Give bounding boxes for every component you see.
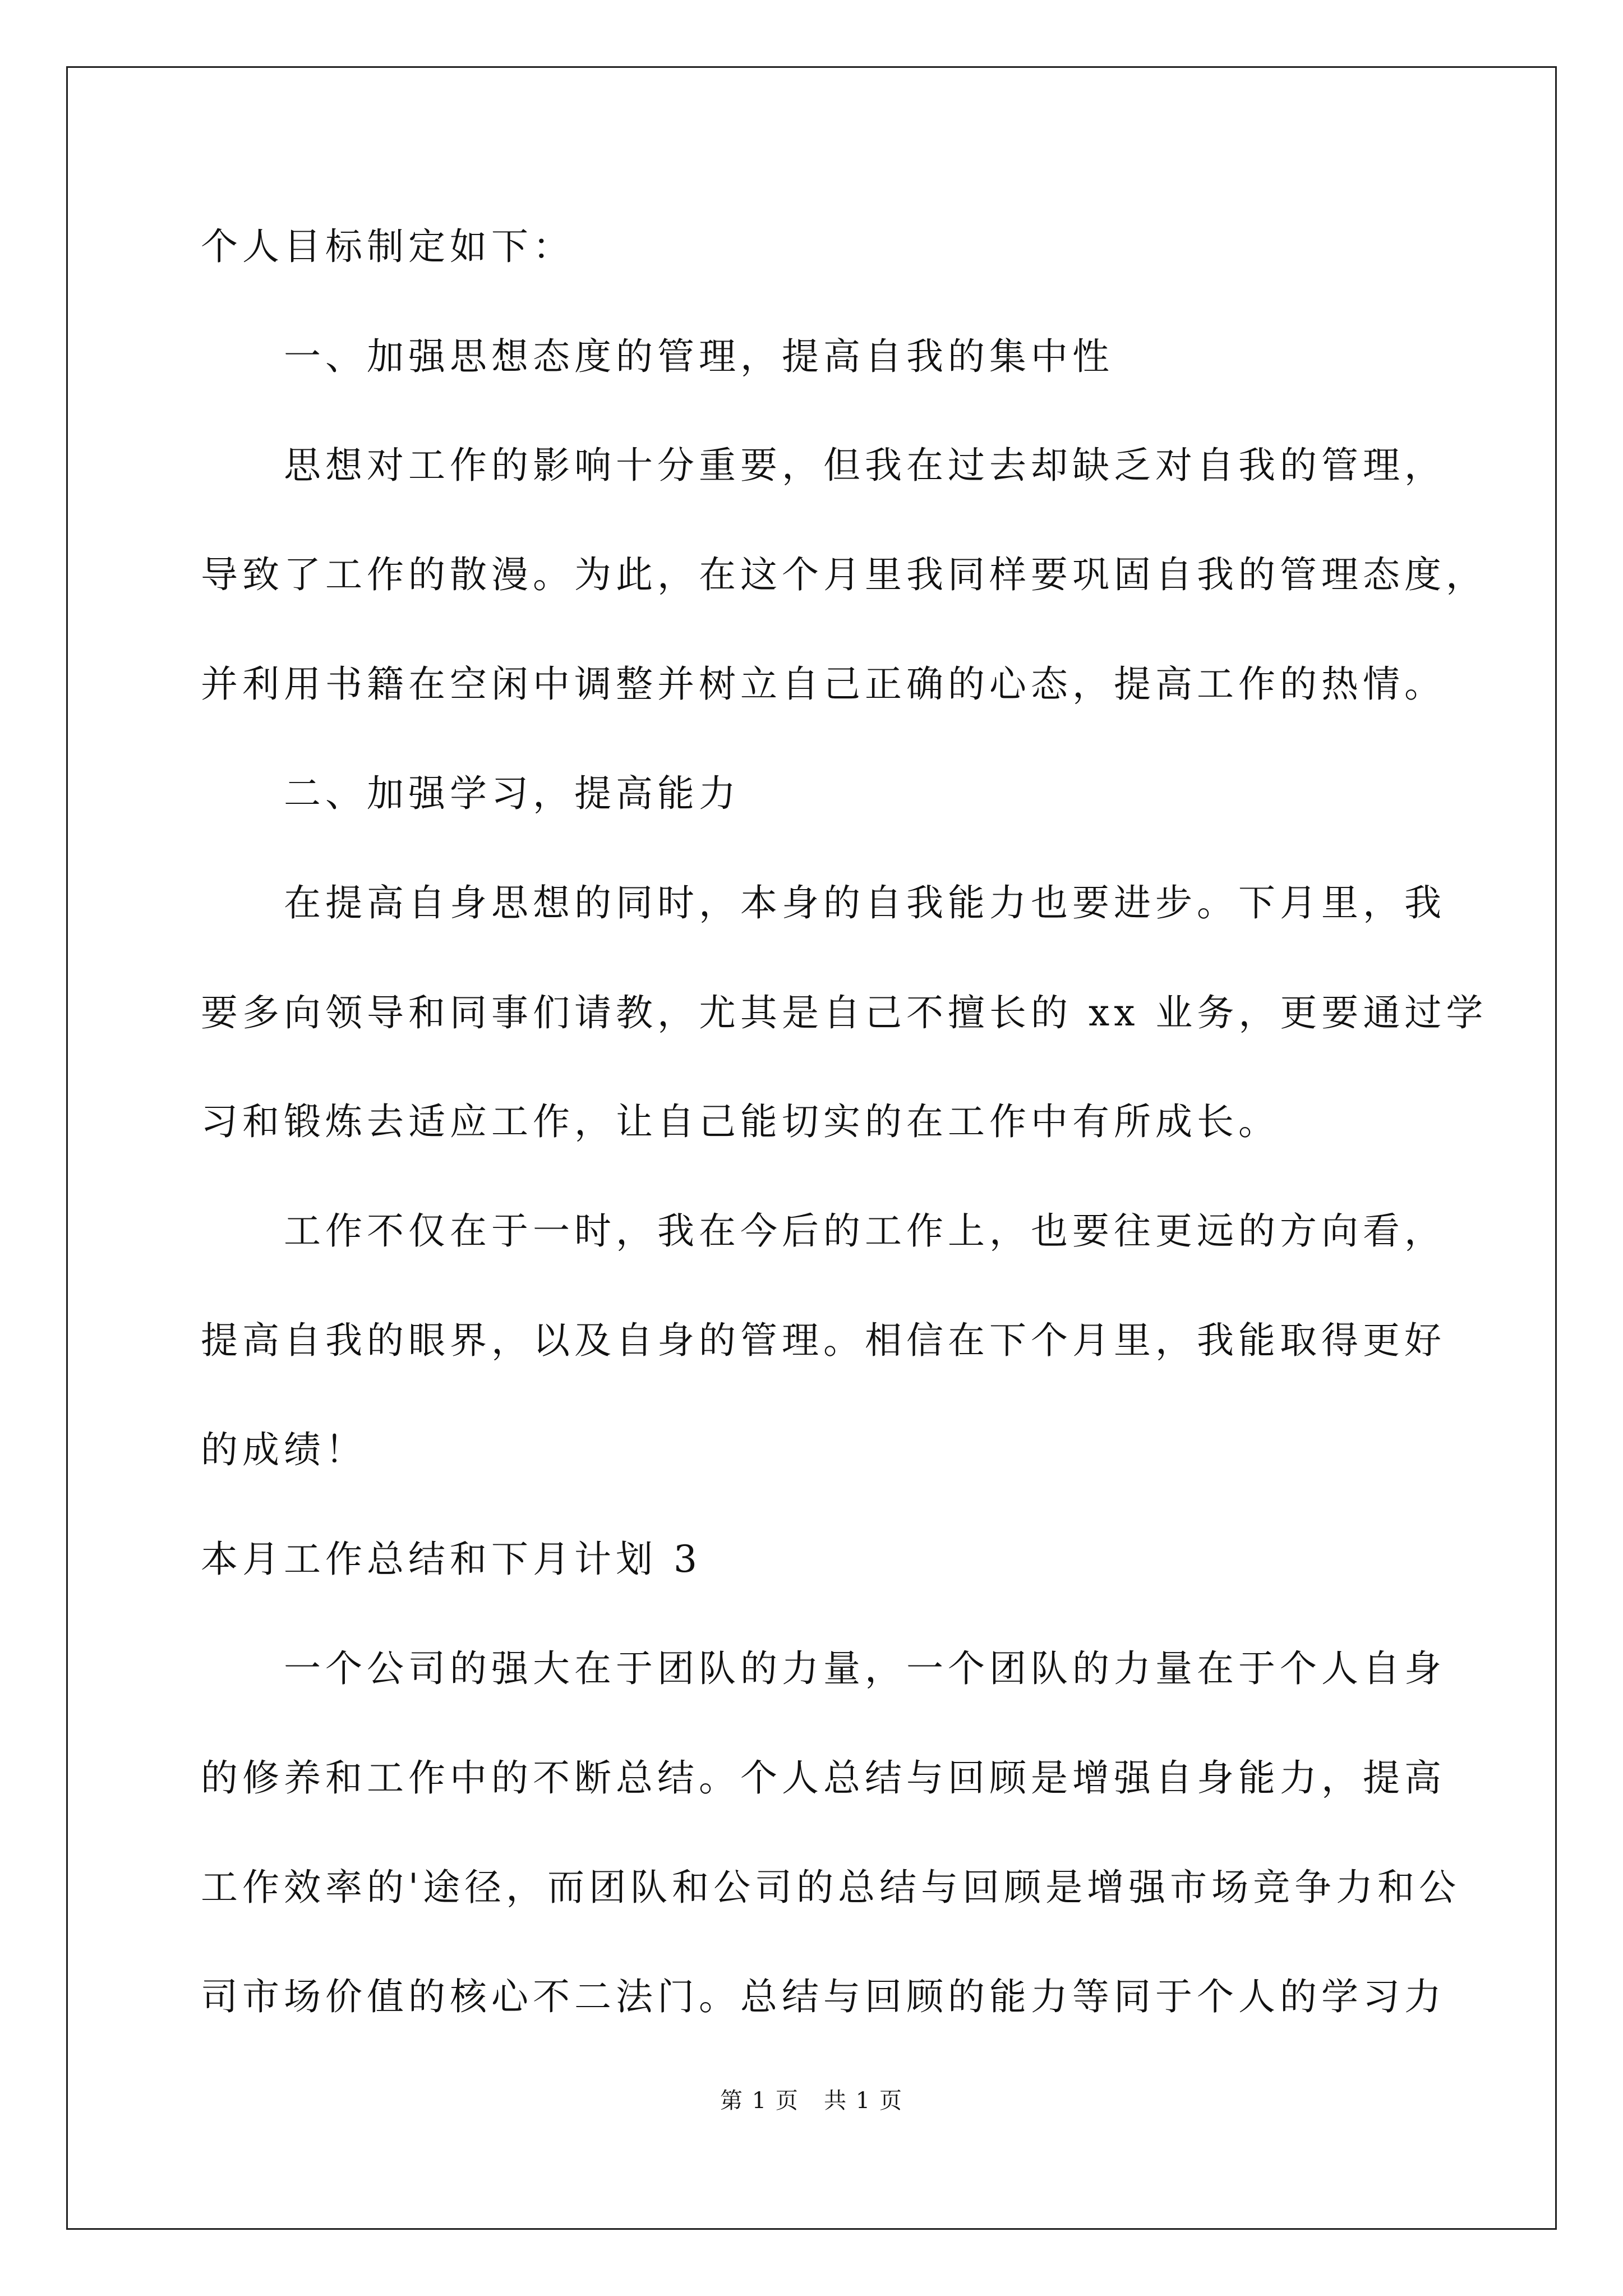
text-line: 个人目标制定如下： (201, 225, 574, 268)
text-line: 要多向领导和同事们请教，尤其是自己不擅长的 xx 业务，更要通过学 (201, 991, 1488, 1034)
text-line: 并利用书籍在空闲中调整并树立自己正确的心态，提高工作的热情。 (201, 662, 1446, 706)
page-footer: 第 1 页 共 1 页 (720, 2088, 903, 2114)
text-line: 导致了工作的散漫。为此，在这个月里我同样要巩固自我的管理态度， (201, 553, 1487, 596)
document-title: 本月工作总结和下月计划 3 (201, 1538, 702, 1581)
section-heading: 一、加强思想态度的管理，提高自我的集中性 (284, 335, 1114, 378)
text-line: 工作不仅在于一时，我在今后的工作上，也要往更远的方向看， (284, 1209, 1446, 1253)
text-line: 习和锻炼去适应工作，让自己能切实的在工作中有所成长。 (201, 1100, 1280, 1143)
text-line: 思想对工作的影响十分重要，但我在过去却缺乏对自我的管理， (284, 444, 1446, 487)
text-line: 的修养和工作中的不断总结。个人总结与回顾是增强自身能力，提高 (201, 1756, 1446, 1800)
text-line: 的成绩！ (201, 1428, 367, 1471)
text-line: 工作效率的'途径，而团队和公司的总结与回顾是增强市场竞争力和公 (201, 1866, 1461, 1909)
text-line: 司市场价值的核心不二法门。总结与回顾的能力等同于个人的学习力 (201, 1975, 1446, 2018)
text-line: 在提高自身思想的同时，本身的自我能力也要进步。下月里，我 (284, 881, 1446, 924)
section-heading: 二、加强学习，提高能力 (284, 772, 740, 815)
text-line: 提高自我的眼界，以及自身的管理。相信在下个月里，我能取得更好 (201, 1319, 1446, 1362)
text-line: 一个公司的强大在于团队的力量，一个团队的力量在于个人自身 (284, 1647, 1446, 1690)
